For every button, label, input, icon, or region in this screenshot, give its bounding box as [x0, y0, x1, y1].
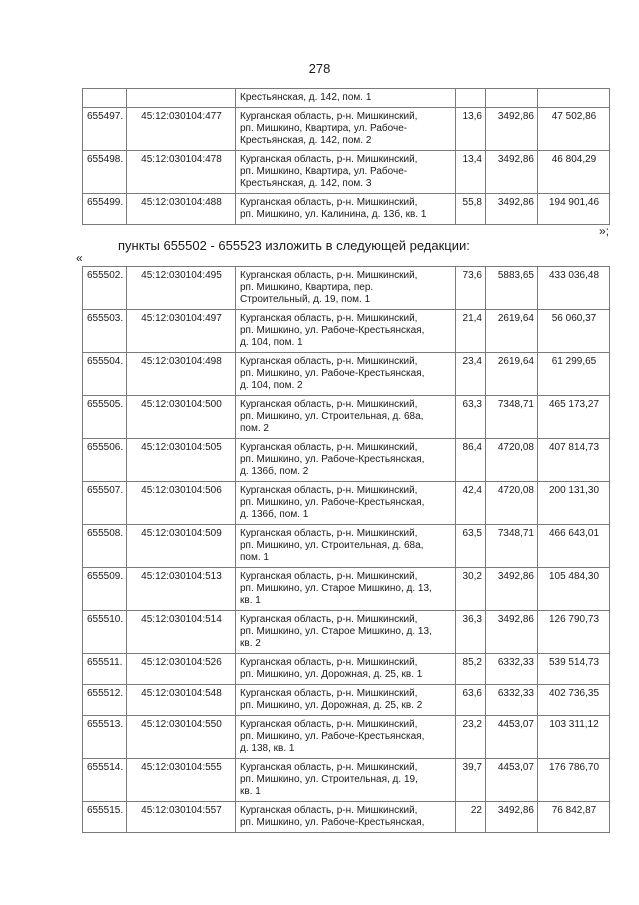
address-line: рп. Мишкино, ул. Рабоче-Крестьянская,	[240, 325, 425, 336]
unit-price-cell: 3492,86	[486, 151, 538, 194]
total-value-cell: 433 036,48	[538, 267, 610, 310]
item-number-cell: 655502.	[83, 267, 127, 310]
item-number-cell: 655499.	[83, 194, 127, 225]
table-row	[83, 108, 610, 151]
address-line: д. 138, кв. 1	[240, 743, 295, 754]
item-number-cell: 655504.	[83, 353, 127, 396]
item-number-cell: 655513.	[83, 716, 127, 759]
total-value-cell: 105 484,30	[538, 568, 610, 611]
address-cell	[236, 482, 456, 525]
table-row	[83, 716, 610, 759]
address-line: д. 104, пом. 2	[240, 380, 303, 391]
address-line: Курганская область, р-н. Мишкинский,	[240, 688, 418, 699]
cadastral-number-cell: 45:12:030104:478	[127, 151, 236, 194]
item-number-cell: 655498.	[83, 151, 127, 194]
cadastral-number-cell: 45:12:030104:500	[127, 396, 236, 439]
total-value-cell: 47 502,86	[538, 108, 610, 151]
address-line: Крестьянская, д. 142, пом. 3	[240, 178, 372, 189]
address-cell	[236, 353, 456, 396]
address-cell	[236, 194, 456, 225]
total-value-cell: 126 790,73	[538, 611, 610, 654]
address-line: рп. Мишкино, ул. Старое Мишкино, д. 13,	[240, 583, 432, 594]
unit-price-cell: 3492,86	[486, 568, 538, 611]
unit-price-cell: 3492,86	[486, 802, 538, 833]
address-line: Курганская область, р-н. Мишкинский,	[240, 154, 418, 165]
item-number-cell	[83, 89, 127, 108]
page-number: 278	[308, 61, 331, 76]
amendment-instruction: пункты 655502 - 655523 изложить в следующей редакции:	[118, 238, 470, 253]
address-line: рп. Мишкино, ул. Строительная, д. 19,	[240, 774, 418, 785]
table-row	[83, 89, 610, 108]
address-line: рп. Мишкино, ул. Рабоче-Крестьянская,	[240, 368, 425, 379]
address-cell	[236, 802, 456, 833]
area-cell: 63,6	[456, 685, 486, 716]
address-line: рп. Мишкино, ул. Старое Мишкино, д. 13,	[240, 626, 432, 637]
area-cell: 23,2	[456, 716, 486, 759]
address-line: рп. Мишкино, ул. Рабоче-Крестьянская,	[240, 454, 425, 465]
area-cell: 13,4	[456, 151, 486, 194]
address-cell	[236, 716, 456, 759]
address-line: Курганская область, р-н. Мишкинский,	[240, 313, 418, 324]
total-value-cell: 402 736,35	[538, 685, 610, 716]
address-line: Курганская область, р-н. Мишкинский,	[240, 111, 418, 122]
address-line: Курганская область, р-н. Мишкинский,	[240, 528, 418, 539]
address-cell	[236, 108, 456, 151]
total-value-cell: 46 804,29	[538, 151, 610, 194]
item-number-cell: 655503.	[83, 310, 127, 353]
unit-price-cell: 5883,65	[486, 267, 538, 310]
cadastral-number-cell: 45:12:030104:513	[127, 568, 236, 611]
cadastral-number-cell: 45:12:030104:509	[127, 525, 236, 568]
item-number-cell: 655514.	[83, 759, 127, 802]
address-cell	[236, 568, 456, 611]
cadastral-number-cell: 45:12:030104:495	[127, 267, 236, 310]
unit-price-cell: 3492,86	[486, 611, 538, 654]
table-row	[83, 151, 610, 194]
address-line: Курганская область, р-н. Мишкинский,	[240, 442, 418, 453]
table-row	[83, 802, 610, 833]
address-line: Курганская область, р-н. Мишкинский,	[240, 197, 418, 208]
total-value-cell: 61 299,65	[538, 353, 610, 396]
unit-price-cell	[486, 89, 538, 108]
total-value-cell: 466 643,01	[538, 525, 610, 568]
cadastral-number-cell: 45:12:030104:505	[127, 439, 236, 482]
address-line: Курганская область, р-н. Мишкинский,	[240, 270, 418, 281]
address-line: д. 136б, пом. 1	[240, 509, 309, 520]
address-line: Курганская область, р-н. Мишкинский,	[240, 614, 418, 625]
area-cell: 86,4	[456, 439, 486, 482]
table-body	[83, 267, 610, 833]
address-line: рп. Мишкино, ул. Калинина, д. 13б, кв. 1	[240, 209, 427, 220]
address-line: кв. 1	[240, 786, 261, 797]
closing-quote: »;	[598, 224, 609, 238]
area-cell	[456, 89, 486, 108]
area-cell: 55,8	[456, 194, 486, 225]
total-value-cell: 76 842,87	[538, 802, 610, 833]
cadastral-number-cell: 45:12:030104:506	[127, 482, 236, 525]
unit-price-cell: 6332,33	[486, 685, 538, 716]
area-cell: 23,4	[456, 353, 486, 396]
table-row	[83, 654, 610, 685]
item-number-cell: 655511.	[83, 654, 127, 685]
unit-price-cell: 3492,86	[486, 108, 538, 151]
address-line: пом. 2	[240, 423, 269, 434]
unit-price-cell: 3492,86	[486, 194, 538, 225]
address-line: Курганская область, р-н. Мишкинский,	[240, 399, 418, 410]
cadastral-number-cell: 45:12:030104:497	[127, 310, 236, 353]
item-number-cell: 655507.	[83, 482, 127, 525]
address-line: Курганская область, р-н. Мишкинский,	[240, 485, 418, 496]
area-cell: 42,4	[456, 482, 486, 525]
total-value-cell	[538, 89, 610, 108]
address-line: пом. 1	[240, 552, 269, 563]
area-cell: 36,3	[456, 611, 486, 654]
unit-price-cell: 4720,08	[486, 482, 538, 525]
cadastral-number-cell: 45:12:030104:555	[127, 759, 236, 802]
address-line: Курганская область, р-н. Мишкинский,	[240, 762, 418, 773]
address-line: Строительный, д. 19, пом. 1	[240, 294, 371, 305]
table-row	[83, 525, 610, 568]
address-cell	[236, 267, 456, 310]
area-cell: 30,2	[456, 568, 486, 611]
unit-price-cell: 7348,71	[486, 396, 538, 439]
address-cell	[236, 89, 456, 108]
cadastral-number-cell: 45:12:030104:550	[127, 716, 236, 759]
address-cell	[236, 685, 456, 716]
cadastral-number-cell: 45:12:030104:498	[127, 353, 236, 396]
area-cell: 22	[456, 802, 486, 833]
address-line: рп. Мишкино, ул. Дорожная, д. 25, кв. 2	[240, 700, 423, 711]
address-line: кв. 1	[240, 595, 261, 606]
area-cell: 63,3	[456, 396, 486, 439]
item-number-cell: 655512.	[83, 685, 127, 716]
cadastral-number-cell: 45:12:030104:557	[127, 802, 236, 833]
property-table-previous	[82, 88, 610, 225]
cadastral-number-cell: 45:12:030104:488	[127, 194, 236, 225]
address-cell	[236, 611, 456, 654]
unit-price-cell: 2619,64	[486, 310, 538, 353]
cadastral-number-cell: 45:12:030104:514	[127, 611, 236, 654]
address-line: Курганская область, р-н. Мишкинский,	[240, 657, 418, 668]
area-cell: 13,6	[456, 108, 486, 151]
total-value-cell: 103 311,12	[538, 716, 610, 759]
item-number-cell: 655505.	[83, 396, 127, 439]
address-line: рп. Мишкино, ул. Рабоче-Крестьянская,	[240, 731, 425, 742]
table-row	[83, 310, 610, 353]
address-line: рп. Мишкино, ул. Строительная, д. 68а,	[240, 411, 424, 422]
unit-price-cell: 2619,64	[486, 353, 538, 396]
table-row	[83, 568, 610, 611]
address-line: рп. Мишкино, ул. Рабоче-Крестьянская,	[240, 817, 425, 828]
address-cell	[236, 439, 456, 482]
unit-price-cell: 7348,71	[486, 525, 538, 568]
address-line: Курганская область, р-н. Мишкинский,	[240, 571, 418, 582]
address-cell	[236, 396, 456, 439]
unit-price-cell: 6332,33	[486, 654, 538, 685]
item-number-cell: 655515.	[83, 802, 127, 833]
table-row	[83, 759, 610, 802]
table-row	[83, 439, 610, 482]
address-line: рп. Мишкино, ул. Строительная, д. 68а,	[240, 540, 424, 551]
address-line: д. 104, пом. 1	[240, 337, 303, 348]
area-cell: 85,2	[456, 654, 486, 685]
item-number-cell: 655497.	[83, 108, 127, 151]
unit-price-cell: 4453,07	[486, 716, 538, 759]
address-line: Курганская область, р-н. Мишкинский,	[240, 719, 418, 730]
area-cell: 39,7	[456, 759, 486, 802]
cadastral-number-cell	[127, 89, 236, 108]
unit-price-cell: 4720,08	[486, 439, 538, 482]
address-line: рп. Мишкино, Квартира, ул. Рабоче-	[240, 166, 408, 177]
address-line: Курганская область, р-н. Мишкинский,	[240, 805, 418, 816]
opening-quote: «	[76, 251, 83, 265]
total-value-cell: 539 514,73	[538, 654, 610, 685]
table-row	[83, 194, 610, 225]
cadastral-number-cell: 45:12:030104:477	[127, 108, 236, 151]
total-value-cell: 176 786,70	[538, 759, 610, 802]
area-cell: 21,4	[456, 310, 486, 353]
cadastral-number-cell: 45:12:030104:526	[127, 654, 236, 685]
total-value-cell: 200 131,30	[538, 482, 610, 525]
total-value-cell: 407 814,73	[538, 439, 610, 482]
total-value-cell: 465 173,27	[538, 396, 610, 439]
table-row	[83, 267, 610, 310]
cadastral-number-cell: 45:12:030104:548	[127, 685, 236, 716]
table-body	[83, 89, 610, 225]
item-number-cell: 655510.	[83, 611, 127, 654]
address-line: д. 136б, пом. 2	[240, 466, 309, 477]
total-value-cell: 194 901,46	[538, 194, 610, 225]
table-row	[83, 353, 610, 396]
table-row	[83, 611, 610, 654]
address-cell	[236, 654, 456, 685]
table-row	[83, 482, 610, 525]
item-number-cell: 655509.	[83, 568, 127, 611]
address-line: рп. Мишкино, ул. Дорожная, д. 25, кв. 1	[240, 669, 423, 680]
address-cell	[236, 151, 456, 194]
item-number-cell: 655508.	[83, 525, 127, 568]
address-cell	[236, 525, 456, 568]
address-cell	[236, 310, 456, 353]
area-cell: 63,5	[456, 525, 486, 568]
property-table-amended	[82, 266, 610, 833]
address-line: Крестьянская, д. 142, пом. 2	[240, 135, 372, 146]
area-cell: 73,6	[456, 267, 486, 310]
table-row	[83, 396, 610, 439]
address-line: рп. Мишкино, Квартира, пер.	[240, 282, 374, 293]
table-row	[83, 685, 610, 716]
address-line: Курганская область, р-н. Мишкинский,	[240, 356, 418, 367]
address-line: Крестьянская, д. 142, пом. 1	[240, 92, 372, 103]
unit-price-cell: 4453,07	[486, 759, 538, 802]
address-line: рп. Мишкино, ул. Рабоче-Крестьянская,	[240, 497, 425, 508]
address-cell	[236, 759, 456, 802]
address-line: рп. Мишкино, Квартира, ул. Рабоче-	[240, 123, 408, 134]
address-line: кв. 2	[240, 638, 261, 649]
total-value-cell: 56 060,37	[538, 310, 610, 353]
item-number-cell: 655506.	[83, 439, 127, 482]
